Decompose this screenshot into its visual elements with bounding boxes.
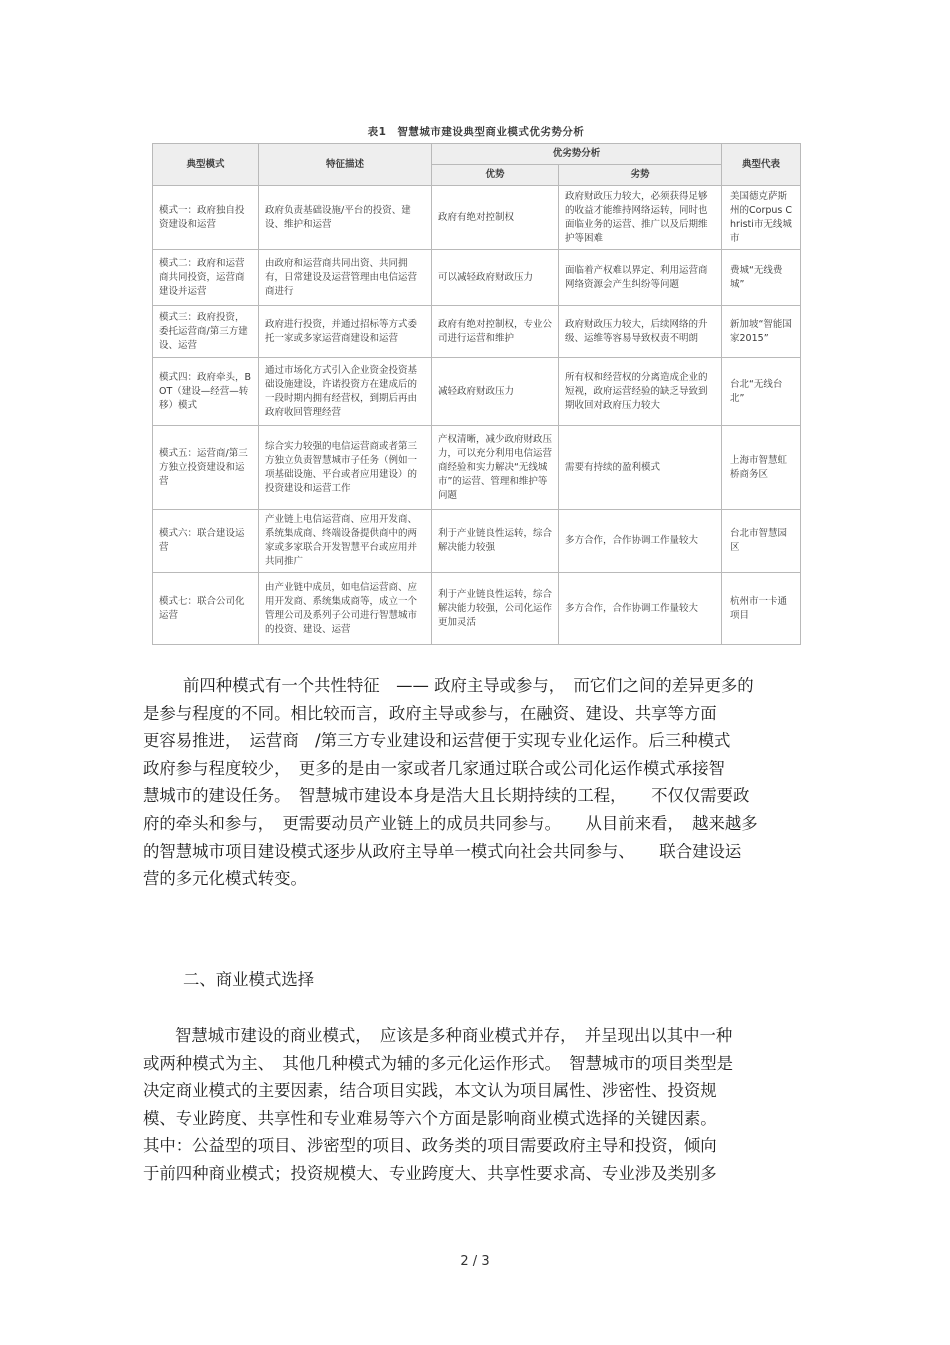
cell-disadvantage: 需要有持续的盈利模式 xyxy=(559,426,722,510)
table-row xyxy=(153,426,801,510)
cell-mode: 模式四：政府牵头，BOT（建设—经营—转移）模式 xyxy=(153,358,259,426)
header-representative: 典型代表 xyxy=(722,144,801,186)
table-row xyxy=(153,510,801,573)
cell-representative: 台北“无线台北” xyxy=(722,358,801,426)
paragraph-line: 前四种模式有一个共性特征 —— 政府主导或参与， 而它们之间的差异更多的 xyxy=(183,676,754,695)
paragraph-line: 营的多元化模式转变。 xyxy=(143,869,307,889)
cell-feature: 产业链上电信运营商、应用开发商、系统集成商、终端设备提供商中的两家或多家联合开发智慧平台或应用并共同推广 xyxy=(259,510,432,573)
cell-advantage: 减轻政府财政压力 xyxy=(432,358,559,426)
paragraph-line: 政府参与程度较少， 更多的是由一家或者几家通过联合或公司化运作模式承接智 xyxy=(143,758,725,778)
paragraph-line: 于前四种商业模式；投资规模大、专业跨度大、共享性要求高、专业涉及类别多 xyxy=(143,1163,717,1183)
paragraph-line: 慧城市的建设任务。 智慧城市建设本身是浩大且长期持续的工程， 不仅仅需要政 xyxy=(143,786,750,806)
cell-feature: 由政府和运营商共同出资、共同拥有，日常建设及运营管理由电信运营商进行 xyxy=(259,250,432,306)
cell-disadvantage: 所有权和经营权的分离造成企业的短视，政府运营经验的缺乏导致到期收回对政府压力较大 xyxy=(559,358,722,426)
cell-disadvantage: 多方合作，合作协调工作量较大 xyxy=(559,510,722,573)
cell-representative: 上海市智慧虹桥商务区 xyxy=(722,426,801,510)
cell-mode: 模式二：政府和运营商共同投资，运营商建设并运营 xyxy=(153,250,259,306)
paragraph-line: 更容易推进， 运营商 /第三方专业建设和运营便于实现专业化运作。后三种模式 xyxy=(143,731,731,751)
cell-feature: 综合实力较强的电信运营商或者第三方独立负责智慧城市子任务（例如一项基础设施、平台或者应用建设）的投资建设和运营工作 xyxy=(259,426,432,510)
cell-advantage: 政府有绝对控制权，专业公司进行运营和维护 xyxy=(432,306,559,358)
cell-disadvantage: 面临着产权难以界定、利用运营商网络资源会产生纠纷等问题 xyxy=(559,250,722,306)
cell-mode: 模式三：政府投资，委托运营商/第三方建设、运营 xyxy=(153,306,259,358)
header-feature: 特征描述 xyxy=(259,144,432,186)
cell-mode: 模式六：联合建设运营 xyxy=(153,510,259,573)
page-number: 2 / 3 xyxy=(460,1254,490,1269)
paragraph-line: 府的牵头和参与， 更需要动员产业链上的成员共同参与。 从目前来看， 越来越多 xyxy=(143,813,758,833)
paragraph-line: 智慧城市建设的商业模式， 应该是多种商业模式并存， 并呈现出以其中一种 xyxy=(175,1026,733,1045)
header-disadvantage: 劣势 xyxy=(559,165,722,186)
business-model-table xyxy=(152,143,801,645)
cell-mode: 模式五：运营商/第三方独立投资建设和运营 xyxy=(153,426,259,510)
cell-advantage: 产权清晰，减少政府财政压力，可以充分利用电信运营商经验和实力解决“无线城市”的运营、管理和维护等问题 xyxy=(432,426,559,510)
cell-mode: 模式七：联合公司化运营 xyxy=(153,573,259,645)
paragraph-line: 是参与程度的不同。相比较而言，政府主导或参与，在融资、建设、共享等方面 xyxy=(143,703,717,723)
cell-advantage: 政府有绝对控制权 xyxy=(432,186,559,250)
cell-advantage: 利于产业链良性运转，综合解决能力较强，公司化运作更加灵活 xyxy=(432,573,559,645)
table-row xyxy=(153,573,801,645)
paragraph-line: 的智慧城市项目建设模式逐步从政府主导单一模式向社会共同参与、 联合建设运 xyxy=(143,841,742,861)
cell-feature: 政府进行投资，并通过招标等方式委托一家或多家运营商建设和运营 xyxy=(259,306,432,358)
cell-feature: 政府负责基础设施/平台的投资、建设、维护和运营 xyxy=(259,186,432,250)
table-row xyxy=(153,306,801,358)
cell-representative: 新加坡“智能国家2015” xyxy=(722,306,801,358)
body-paragraph-1 xyxy=(143,672,803,893)
cell-representative: 费城“无线费城” xyxy=(722,250,801,306)
table-row xyxy=(153,186,801,250)
paragraph-line: 模、专业跨度、共享性和专业难易等六个方面是影响商业模式选择的关键因素。 xyxy=(143,1108,717,1128)
paragraph-line: 其中：公益型的项目、涉密型的项目、政务类的项目需要政府主导和投资，倾向 xyxy=(143,1136,717,1156)
cell-representative: 美国德克萨斯州的Corpus Christi市无线城市 xyxy=(722,186,801,250)
header-analysis: 优劣势分析 xyxy=(432,144,722,165)
cell-disadvantage: 政府财政压力较大，必须获得足够的收益才能维持网络运转，同时也面临业务的运营、推广以及后期维护等困难 xyxy=(559,186,722,250)
cell-representative: 杭州市一卡通项目 xyxy=(722,573,801,645)
cell-advantage: 可以减轻政府财政压力 xyxy=(432,250,559,306)
section-heading: 二、商业模式选择 xyxy=(183,970,315,989)
cell-feature: 通过市场化方式引入企业资金投资基础设施建设，许诺投资方在建成后的一段时期内拥有经营权，到期后再由政府收回管理经营 xyxy=(259,358,432,426)
cell-advantage: 利于产业链良性运转，综合解决能力较强 xyxy=(432,510,559,573)
cell-disadvantage: 多方合作，合作协调工作量较大 xyxy=(559,573,722,645)
cell-feature: 由产业链中成员，如电信运营商、应用开发商、系统集成商等，成立一个管理公司及系列子公司进行智慧城市的投资、建设、运营 xyxy=(259,573,432,645)
body-paragraph-2 xyxy=(143,1022,803,1188)
table-row xyxy=(153,358,801,426)
cell-representative: 台北市智慧园区 xyxy=(722,510,801,573)
header-advantage: 优势 xyxy=(432,165,559,186)
table-row xyxy=(153,250,801,306)
header-mode: 典型模式 xyxy=(153,144,259,186)
paragraph-line: 决定商业模式的主要因素，结合项目实践，本文认为项目属性、涉密性、投资规 xyxy=(143,1081,717,1101)
cell-disadvantage: 政府财政压力较大，后续网络的升级、运维等容易导致权责不明朗 xyxy=(559,306,722,358)
paragraph-line: 或两种模式为主、 其他几种模式为辅的多元化运作形式。 智慧城市的项目类型是 xyxy=(143,1053,734,1073)
table-title: 表1 智慧城市建设典型商业模式优劣势分析 xyxy=(367,126,585,138)
cell-mode: 模式一：政府独自投资建设和运营 xyxy=(153,186,259,250)
